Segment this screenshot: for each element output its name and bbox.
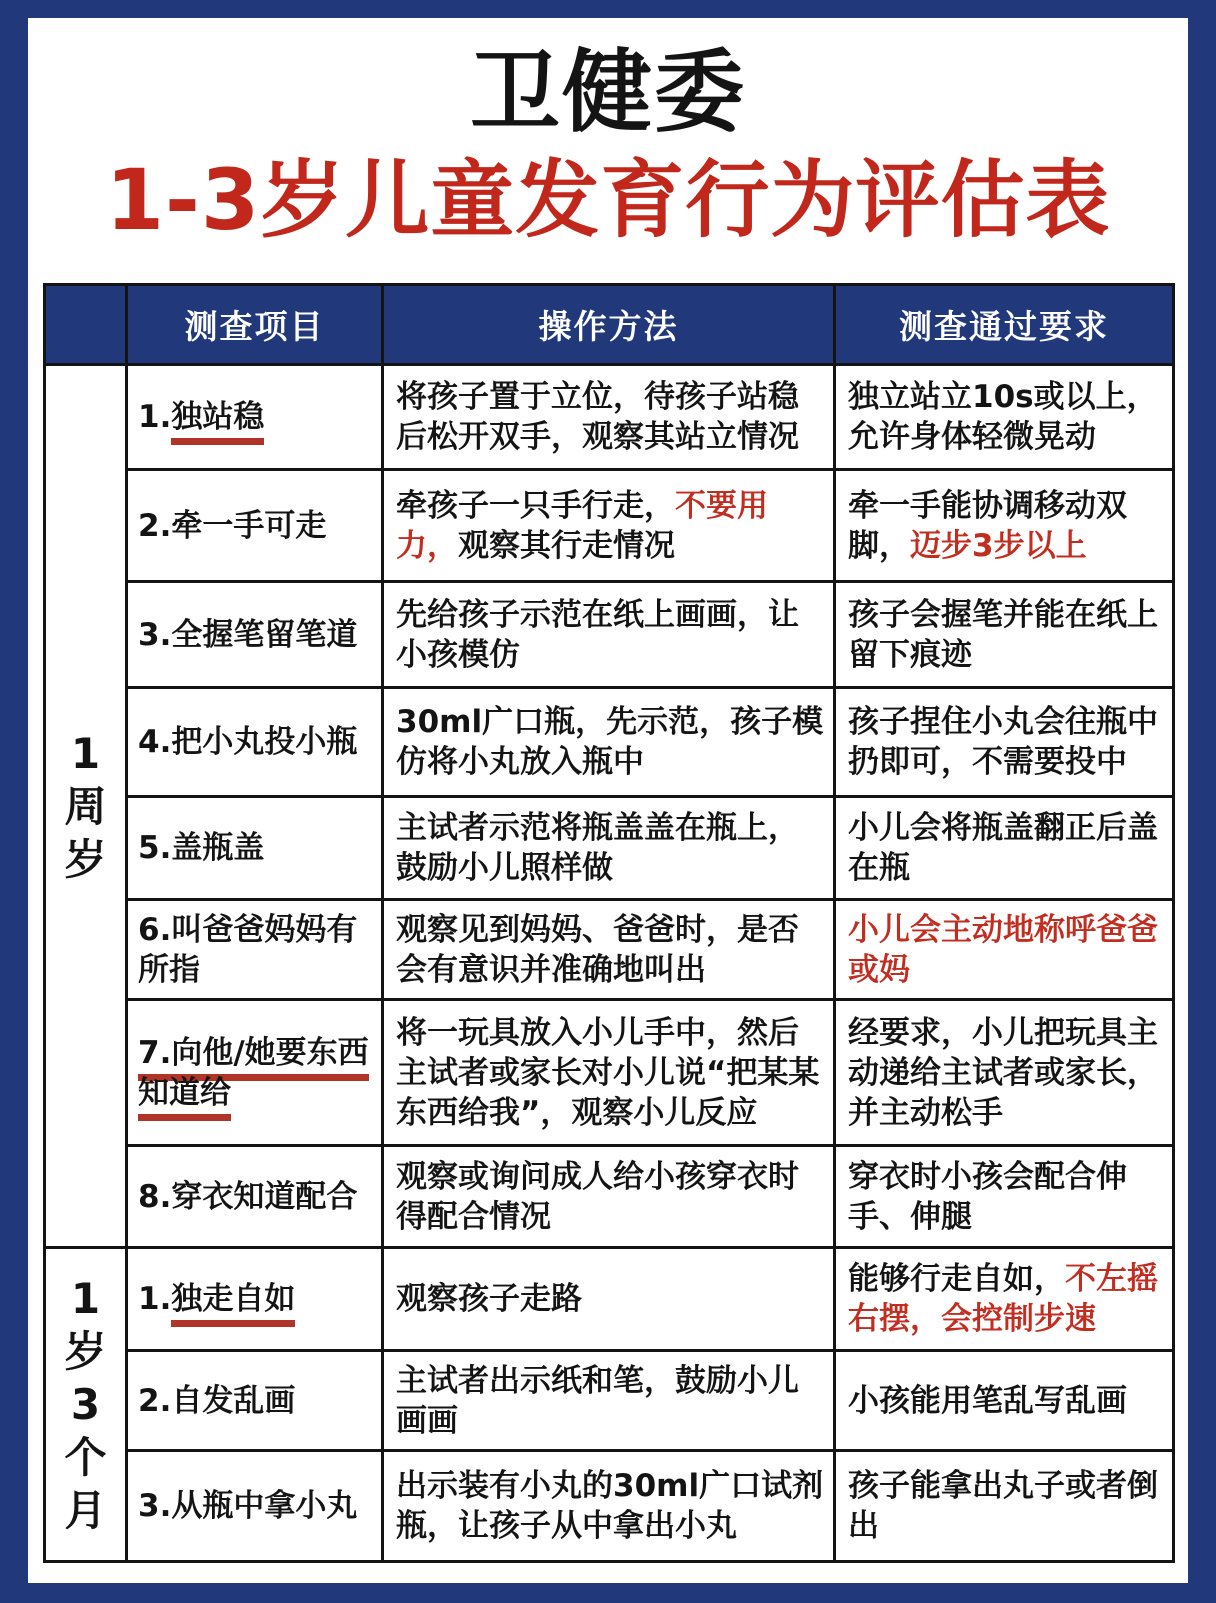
text-segment: 先给孩子示范在纸上画画，让小孩模仿 [396, 596, 799, 673]
cell-text [848, 595, 1166, 675]
header-pass-requirement: 测查通过要求 [836, 286, 1172, 366]
table-cell-item [128, 1147, 384, 1249]
text-segment: 经要求，小儿把玩具主动递给主试者或家长，并主动松手 [848, 1014, 1158, 1131]
table-cell-method [384, 1352, 836, 1452]
table-cell-method [384, 1147, 836, 1249]
text-segment: 孩子会握笔并能在纸上留下痕迹 [848, 596, 1158, 673]
cell-text [848, 808, 1166, 888]
table-cell-item [128, 689, 384, 798]
table-cell-item [128, 1001, 384, 1147]
age-char: 月 [64, 1486, 107, 1535]
assessment-table [43, 283, 1175, 1563]
table-cell-item [128, 471, 384, 583]
table-cell-pass [836, 1452, 1172, 1560]
cell-text [396, 910, 825, 990]
age-char: 周 [64, 781, 107, 831]
text-segment: 孩子捏住小丸会往瓶中扔即可，不需要投中 [848, 704, 1158, 780]
table-cell-item [128, 583, 384, 689]
table-cell-item [128, 1249, 384, 1352]
table-cell-pass [836, 366, 1172, 471]
table-cell-pass [836, 471, 1172, 583]
underlined-text: 独走自如 [171, 1281, 295, 1327]
text-segment: 观察孩子走路 [396, 1281, 582, 1317]
age-group-label [46, 1249, 128, 1560]
table-cell-method [384, 1452, 836, 1560]
header-age-cell [46, 286, 128, 366]
cell-text [396, 595, 825, 675]
text-segment: 观察或询问成人给小孩穿衣时得配合情况 [396, 1158, 799, 1235]
highlighted-text: 小儿会主动地称呼爸爸或妈 [848, 911, 1158, 988]
cell-text [396, 702, 825, 782]
age-char: 岁 [64, 1327, 107, 1376]
text-segment: 出示装有小丸的30ml广口试剂瓶，让孩子从中拿出小丸 [396, 1468, 824, 1544]
table-cell-method [384, 1249, 836, 1352]
cell-text [848, 377, 1166, 457]
table-cell-item [128, 1452, 384, 1560]
cell-text [138, 1279, 295, 1319]
text-segment: 将孩子置于立位，待孩子站稳后松开双手，观察其站立情况 [396, 379, 799, 455]
table-cell-item [128, 901, 384, 1001]
table-cell-pass [836, 689, 1172, 798]
cell-text [396, 486, 825, 566]
highlighted-text: 不要用力， [396, 487, 768, 564]
cell-text [396, 808, 825, 888]
text-segment: 独立站立10s或以上，允许身体轻微晃动 [848, 379, 1158, 455]
text-segment: 3.从瓶中拿小丸 [138, 1488, 358, 1524]
cell-text [396, 1157, 825, 1237]
text-segment: 4.把小丸投小瓶 [138, 724, 358, 760]
age-char: 1 [70, 1274, 101, 1323]
table-cell-pass [836, 583, 1172, 689]
text-segment: 牵孩子一只手行走， [396, 487, 675, 524]
text-segment: 8.穿衣知道配合 [138, 1178, 358, 1215]
age-char: 个 [64, 1433, 107, 1482]
text-segment: 1. [138, 399, 172, 435]
cell-text [138, 828, 264, 868]
header-method: 操作方法 [384, 286, 836, 366]
text-segment: 孩子能拿出丸子或者倒出 [848, 1468, 1158, 1544]
cell-text [396, 1361, 825, 1441]
text-segment: 观察其行走情况 [458, 527, 675, 564]
cell-text [138, 1033, 377, 1113]
table-cell-method [384, 901, 836, 1001]
table-cell-pass [836, 798, 1172, 901]
cell-text [848, 702, 1166, 782]
highlighted-text: 不左摇右摆，会控制步速 [848, 1261, 1158, 1337]
age-char: 3 [70, 1380, 101, 1429]
age-char: 岁 [64, 834, 107, 884]
text-segment: 3.全握笔留笔道 [138, 616, 358, 653]
page-title: 卫健委 [470, 40, 746, 145]
table-cell-method [384, 798, 836, 901]
text-segment: 2.自发乱画 [138, 1382, 296, 1419]
table-cell-method [384, 689, 836, 798]
header-test-item: 测查项目 [128, 286, 384, 366]
text-segment: 6.叫爸爸妈妈有所指 [138, 911, 358, 988]
text-segment: 5.盖瓶盖 [138, 830, 265, 866]
text-segment: 主试者出示纸和笔，鼓励小儿画画 [396, 1362, 799, 1439]
page-subtitle: 1-3岁儿童发育行为评估表 [105, 150, 1111, 249]
table-cell-method [384, 583, 836, 689]
text-segment: 穿衣时小孩会配合伸手、伸腿 [848, 1158, 1127, 1235]
cell-text [848, 1381, 1127, 1421]
cell-text [848, 1466, 1166, 1546]
table-cell-pass [836, 1249, 1172, 1352]
cell-text [396, 1013, 825, 1133]
table-cell-pass [836, 1352, 1172, 1452]
text-segment: 将一玩具放入小儿手中，然后主试者或家长对小儿说“把某某东西给我”，观察小儿反应 [396, 1014, 820, 1131]
text-segment: 观察见到妈妈、爸爸时，是否会有意识并准确地叫出 [396, 911, 799, 988]
text-segment: 小孩能用笔乱写乱画 [848, 1382, 1127, 1419]
cell-text [138, 615, 357, 655]
cell-text [396, 377, 825, 457]
cell-text [848, 1013, 1166, 1133]
table-cell-method [384, 471, 836, 583]
table-cell-method [384, 1001, 836, 1147]
highlighted-text: 迈步3步以上 [910, 527, 1087, 564]
cell-text [848, 1157, 1166, 1237]
table-cell-item [128, 1352, 384, 1452]
cell-text [138, 506, 326, 546]
underlined-text: 独站稳 [171, 399, 264, 445]
content-area [28, 18, 1188, 1583]
table-cell-item [128, 366, 384, 471]
text-segment: 1. [138, 1281, 172, 1317]
table-cell-pass [836, 1147, 1172, 1249]
cell-text [138, 1486, 357, 1526]
cell-text [138, 910, 377, 990]
text-segment: 小儿会将瓶盖翻正后盖在瓶 [848, 810, 1158, 886]
cell-text [138, 722, 357, 762]
table-cell-method [384, 366, 836, 471]
text-segment: 牵一手能协调移动双脚， [848, 487, 1127, 564]
cell-text [848, 1259, 1166, 1339]
cell-text [396, 1466, 825, 1546]
cell-text [848, 486, 1166, 566]
text-segment: 能够行走自如， [848, 1261, 1065, 1297]
cell-text [138, 397, 264, 437]
text-segment: 主试者示范将瓶盖盖在瓶上，鼓励小儿照样做 [396, 810, 799, 886]
cell-text [138, 1381, 295, 1421]
cell-text [396, 1279, 582, 1319]
cell-text [138, 1177, 357, 1217]
text-segment: 30ml广口瓶，先示范，孩子模仿将小丸放入瓶中 [396, 704, 824, 780]
table-cell-pass [836, 1001, 1172, 1147]
underlined-text: 7.向他/她要东西知道给 [138, 1035, 369, 1121]
table-cell-pass [836, 901, 1172, 1001]
age-group-label [46, 366, 128, 1249]
age-char: 1 [70, 728, 101, 778]
cell-text [848, 910, 1166, 990]
text-segment: 2.牵一手可走 [138, 507, 327, 544]
table-cell-item [128, 798, 384, 901]
